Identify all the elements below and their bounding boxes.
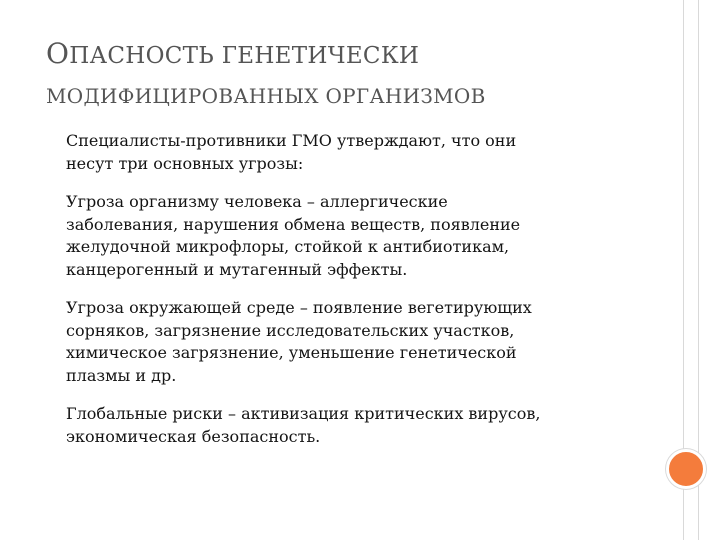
title-line-2: МОДИФИЦИРОВАННЫХ ОРГАНИЗМОВ bbox=[46, 84, 486, 108]
decorative-circle bbox=[666, 449, 706, 489]
paragraph-intro: Специалисты-противники ГМО утверждают, что они несут три основных угрозы: bbox=[66, 131, 517, 173]
title-first-letter: О bbox=[46, 37, 70, 70]
paragraph-global-risks: Глобальные риски – активизация критических вирусов, экономическая безопасность. bbox=[66, 404, 541, 446]
slide-title bbox=[46, 36, 656, 106]
paragraph-environment-threat: Угроза окружающей среде – появление вегетирующих сорняков, загрязнение исследовательских участков, химическое загрязнение, уменьшение генетической плазмы и др. bbox=[66, 298, 532, 385]
title-line-1-text: ПАСНОСТЬ ГЕНЕТИЧЕСКИ bbox=[69, 43, 420, 69]
slide-body bbox=[66, 130, 646, 464]
paragraph-human-threat: Угроза организму человека – аллергические заболевания, нарушения обмена веществ, появление желудочной микрофлоры, стойкой к антибиотикам, канцерогенный и мутагенный эффекты. bbox=[66, 192, 521, 279]
title-line-1 bbox=[46, 37, 656, 70]
